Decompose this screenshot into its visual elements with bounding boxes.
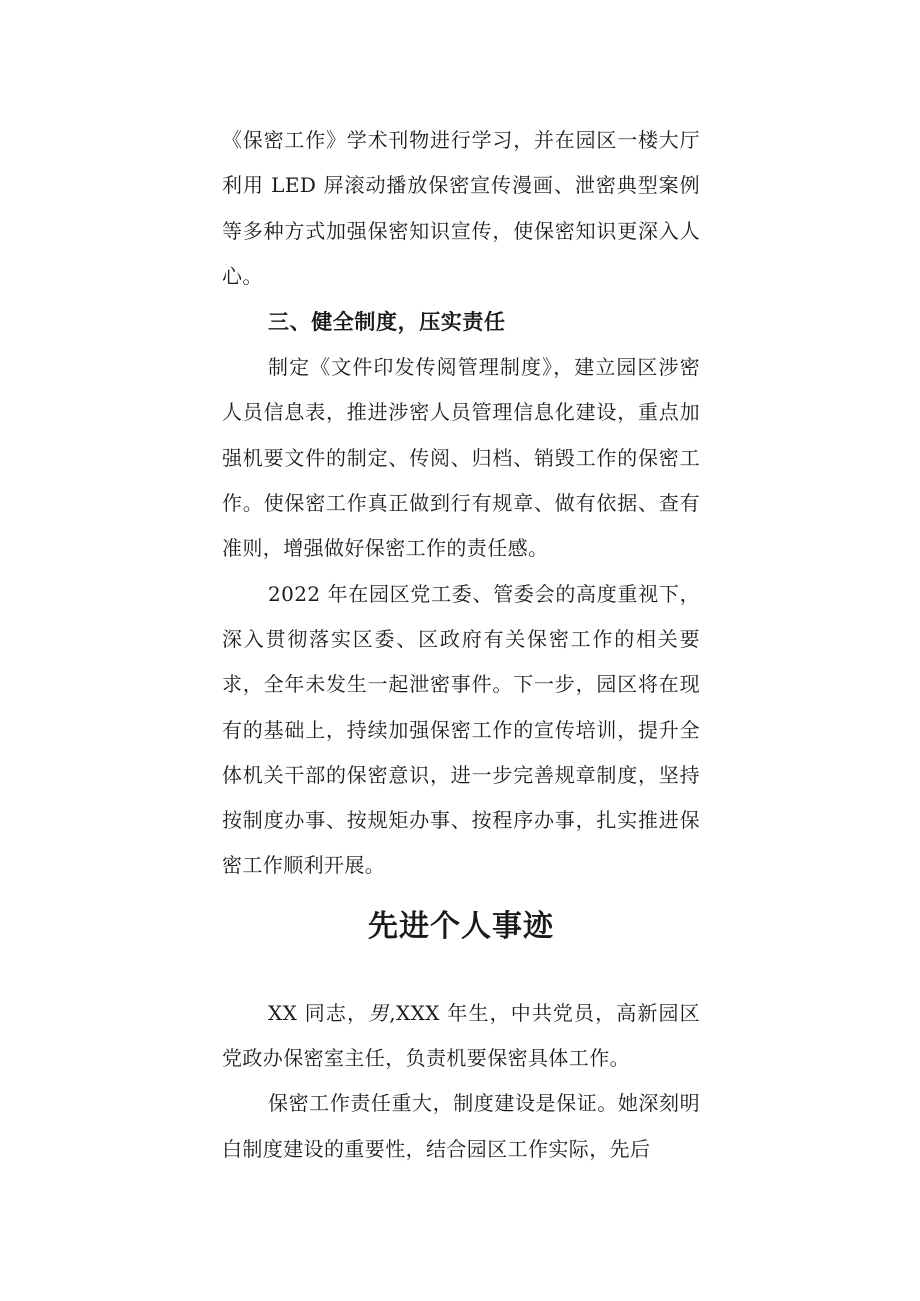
intro-part-1: XX 同志，	[268, 1000, 369, 1025]
intro-part-2: ,XXX 年生，中共党员，高新园区党政办保密室主任，负责机要保密具体工作。	[222, 1000, 701, 1071]
intro-gender: 男	[368, 1000, 390, 1025]
document-title: 先进个人事迹	[368, 908, 554, 944]
paragraph-summary: 2022 年在园区党工委、管委会的高度重视下，深入贯彻落实区委、区政府有关保密工作的相关要求，全年未发生一起泄密事件。下一步，园区将在现有的基础上，持续加强保密工作的宣传培训，提升全体机关干部的保密意识，进一步完善规章制度，坚持按制度办事、按规矩办事、按程序办事，扎实推进保密工作顺利开展。	[222, 581, 700, 878]
paragraph-system: 制定《文件印发传阅管理制度》，建立园区涉密人员信息表，推进涉密人员管理信息化建设，重点加强机要文件的制定、传阅、归档、销毁工作的保密工作。使保密工作真正做到行有规章、做有依据、查有准则，增强做好保密工作的责任感。	[222, 355, 700, 561]
paragraph-intro	[222, 991, 700, 1082]
paragraph-body: 保密工作责任重大，制度建设是保证。她深刻明白制度建设的重要性，结合园区工作实际，先后	[222, 1091, 700, 1161]
paragraph-continuation: 《保密工作》学术刊物进行学习，并在园区一楼大厅利用 LED 屏滚动播放保密宣传漫画、泄密典型案例等多种方式加强保密知识宣传，使保密知识更深入人心。	[222, 128, 700, 288]
document-page	[222, 118, 700, 1172]
section-heading: 三、健全制度，压实责任	[268, 310, 506, 335]
